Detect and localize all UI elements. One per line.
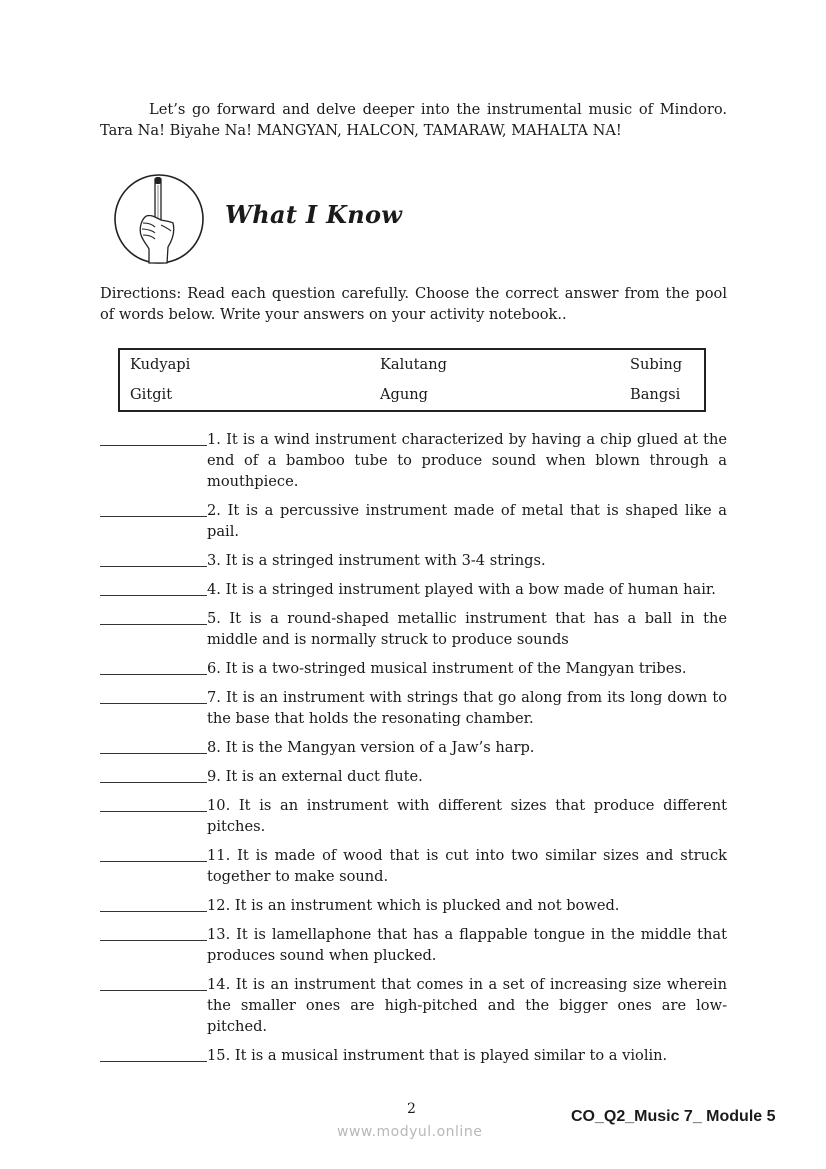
question-text: It is the Mangyan version of a Jaw’s harp. <box>225 739 535 756</box>
question-item <box>100 895 727 916</box>
question-item <box>100 608 727 650</box>
question-text: It is an instrument with strings that go along from its long down to the base that holds the resonating chamber. <box>207 689 728 727</box>
answer-blank[interactable] <box>100 608 207 625</box>
question-number: 4. <box>207 581 221 598</box>
page-number: 2 <box>407 1101 416 1117</box>
answer-blank[interactable] <box>100 550 207 567</box>
section-title: What I Know <box>225 200 403 229</box>
question-item <box>100 658 727 679</box>
question-text: It is a musical instrument that is played similar to a violin. <box>234 1047 668 1064</box>
answer-blank[interactable] <box>100 1045 207 1062</box>
question-number: 10. <box>207 797 231 814</box>
answer-blank[interactable] <box>100 974 207 991</box>
question-text: It is lamellaphone that has a flappable tongue in the middle that produces sound when plucked. <box>207 926 727 964</box>
directions-text: Directions: Read each question carefully. Choose the correct answer from the pool of words below. Write your answers on your activity notebook.. <box>100 285 727 323</box>
word-pool-item: Kalutang <box>380 356 447 373</box>
question-text: It is a round-shaped metallic instrument that has a ball in the middle and is normally struck to produce sounds <box>207 610 727 648</box>
question-number: 8. <box>207 739 221 756</box>
question-item <box>100 1045 727 1066</box>
question-number: 9. <box>207 768 221 785</box>
question-text: It is a two-stringed musical instrument of the Mangyan tribes. <box>225 660 687 677</box>
question-item <box>100 737 727 758</box>
question-item <box>100 687 727 729</box>
question-text: It is an instrument that comes in a set of increasing size wherein the smaller ones are high-pitched and the bigger ones are low-pitched. <box>207 976 727 1035</box>
question-text: It is a percussive instrument made of metal that is shaped like a pail. <box>207 502 727 540</box>
answer-blank[interactable] <box>100 737 207 754</box>
question-item <box>100 766 727 787</box>
answer-blank[interactable] <box>100 924 207 941</box>
answer-blank[interactable] <box>100 895 207 912</box>
word-pool-box <box>118 348 706 412</box>
answer-blank[interactable] <box>100 795 207 812</box>
question-item <box>100 845 727 887</box>
question-text: It is a stringed instrument with 3-4 strings. <box>225 552 546 569</box>
question-number: 2. <box>207 502 221 519</box>
answer-blank[interactable] <box>100 845 207 862</box>
word-pool-item: Bangsi <box>630 386 681 403</box>
question-item <box>100 924 727 966</box>
question-number: 7. <box>207 689 221 706</box>
answer-blank[interactable] <box>100 500 207 517</box>
question-text: It is a stringed instrument played with a bow made of human hair. <box>225 581 716 598</box>
word-pool-item: Gitgit <box>130 386 173 403</box>
question-item <box>100 550 727 571</box>
word-pool-item: Kudyapi <box>130 356 191 373</box>
module-code: CO_Q2_Music 7_ Module 5 <box>571 1108 776 1125</box>
word-pool-item: Subing <box>630 356 683 373</box>
answer-blank[interactable] <box>100 658 207 675</box>
question-number: 13. <box>207 926 231 943</box>
question-list <box>100 429 727 1074</box>
question-number: 6. <box>207 660 221 677</box>
answer-blank[interactable] <box>100 687 207 704</box>
word-pool-item: Agung <box>380 386 429 403</box>
question-number: 14. <box>207 976 231 993</box>
answer-blank[interactable] <box>100 579 207 596</box>
question-number: 11. <box>207 847 231 864</box>
question-text: It is an external duct flute. <box>225 768 423 785</box>
question-number: 3. <box>207 552 221 569</box>
question-text: It is a wind instrument characterized by having a chip glued at the end of a bamboo tube to produce sound when blown through a mouthpiece. <box>207 431 728 490</box>
question-item <box>100 429 727 492</box>
intro-paragraph: Let’s go forward and delve deeper into the instrumental music of Mindoro. Tara Na! Biyahe Na! MANGYAN, HALCON, TAMARAW, MAHALTA NA! <box>100 101 727 139</box>
question-item <box>100 974 727 1037</box>
question-text: It is made of wood that is cut into two similar sizes and struck together to make sound. <box>207 847 727 885</box>
question-text: It is an instrument which is plucked and not bowed. <box>234 897 620 914</box>
answer-blank[interactable] <box>100 766 207 783</box>
question-number: 12. <box>207 897 231 914</box>
question-item <box>100 795 727 837</box>
question-item <box>100 500 727 542</box>
watermark: www.modyul.online <box>337 1124 483 1140</box>
answer-blank[interactable] <box>100 429 207 446</box>
question-number: 15. <box>207 1047 231 1064</box>
hand-holding-pencil-icon <box>113 173 205 265</box>
question-item <box>100 579 727 600</box>
question-number: 1. <box>207 431 221 448</box>
question-text: It is an instrument with different sizes that produce different pitches. <box>207 797 727 835</box>
question-number: 5. <box>207 610 221 627</box>
